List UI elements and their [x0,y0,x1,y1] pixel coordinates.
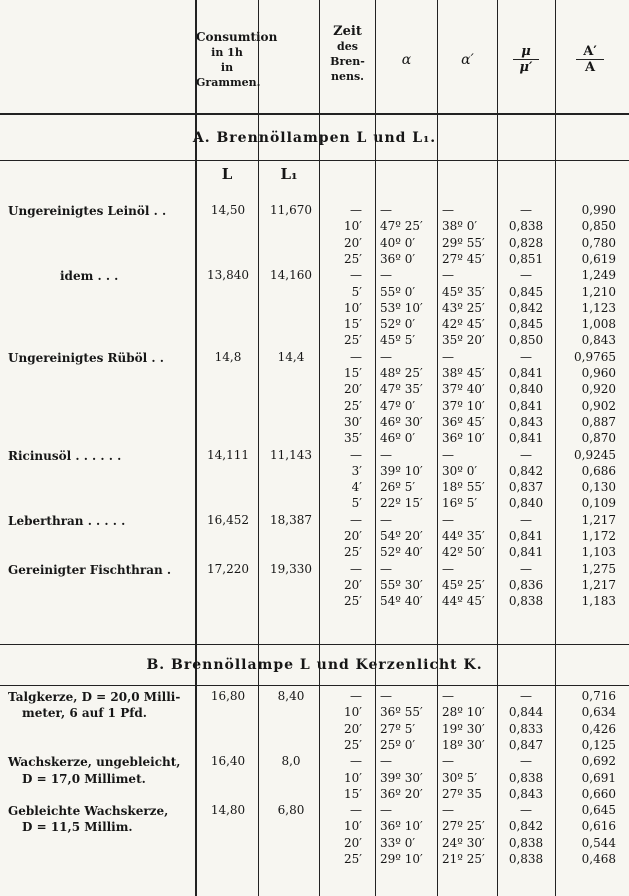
header-mu-numerator: μ [513,44,539,60]
consumption-l1-value: 8,40 [277,689,305,703]
alpha-prime-value: 18º 30′ [442,737,485,752]
consumption-l1-value: 14,4 [277,349,305,364]
time-value: 15′ [344,786,362,801]
mu-ratio-value: 0,844 [508,705,544,720]
mu-ratio-value: — [520,268,532,283]
header-zeit-line: des [337,40,358,53]
mu-ratio-value: — [520,203,532,217]
time-value: 5′ [351,284,362,299]
alpha-value: — [380,447,392,462]
time-value: — [350,447,362,462]
light-ratio-value: 0,887 [581,414,616,429]
light-ratio-value: 0,616 [581,819,616,834]
time-value: 25′ [344,737,362,752]
mu-ratio-value: 0,842 [508,463,544,478]
time-value: — [350,689,362,703]
time-value: 20′ [344,721,362,736]
mu-ratio-value: 0,838 [508,219,544,234]
alpha-value: 26º 5′ [380,480,416,495]
time-value: 20′ [344,529,362,543]
time-value: 20′ [344,382,362,397]
mu-ratio-value: 0,838 [508,594,544,609]
header-mu-ratio [513,44,539,75]
time-value: 10′ [344,300,362,315]
header-mu-denominator: μ′ [519,60,533,75]
consumption-l-value: 13,840 [207,268,249,283]
alpha-prime-value: 37º 10′ [442,398,485,413]
light-ratio-value: 0,990 [581,203,616,217]
mu-ratio-value: 0,840 [508,382,544,397]
entry-label: idem . . . [60,269,119,284]
alpha-prime-value: 28º 10′ [442,705,485,720]
mu-ratio-value: 0,841 [508,545,544,560]
mu-ratio-value: 0,851 [508,251,544,266]
alpha-value: 55º 30′ [380,577,423,592]
consumption-l-value: 14,50 [210,203,246,217]
alpha-value: — [380,754,392,769]
header-alpha: α [401,52,412,68]
mu-ratio-value: 0,847 [508,737,544,752]
consumption-l-value: 16,80 [210,689,246,703]
alpha-value: 36º 20′ [380,786,423,801]
alpha-prime-value: 38º 0′ [442,219,478,234]
time-value: — [350,754,362,769]
time-value: 25′ [344,333,362,348]
alpha-prime-value: — [442,803,454,818]
mu-ratio-value: 0,838 [508,835,544,850]
alpha-prime-value: — [442,689,454,703]
alpha-prime-value: 38º 45′ [442,366,485,380]
alpha-value: 36º 10′ [380,819,423,834]
alpha-prime-value: 36º 45′ [442,414,485,429]
section-rule [0,644,629,645]
alpha-value: 54º 20′ [380,529,423,543]
header-consumption-line: Consumtion [196,30,278,44]
mu-ratio-value: 0,838 [508,770,544,785]
alpha-value: 29º 10′ [380,852,423,866]
mu-ratio-value: 0,841 [508,366,544,380]
light-ratio-value: 0,468 [581,852,616,866]
consumption-l-value: 14,8 [214,349,242,364]
mu-ratio-value: — [520,689,532,703]
alpha-value: 47º 25′ [380,219,423,234]
time-value: 4′ [351,480,362,495]
mu-ratio-value: 0,843 [508,414,544,429]
alpha-prime-value: 43º 25′ [442,300,485,315]
time-value: 3′ [351,463,362,478]
light-ratio-value: 0,9245 [574,447,616,462]
mu-ratio-value: 0,841 [508,529,544,543]
time-value: 10′ [344,770,362,785]
light-ratio-value: 0,843 [581,333,616,348]
alpha-value: 52º 0′ [380,317,416,332]
mu-ratio-value: 0,837 [508,480,544,495]
light-ratio-value: 0,634 [581,705,616,720]
alpha-value: 22º 15′ [380,496,423,511]
time-value: 10′ [344,705,362,720]
light-ratio-value: 1,275 [581,561,616,576]
mu-ratio-value: — [520,512,532,527]
entry-label: Ungereinigtes Leinöl . . [8,204,167,218]
light-ratio-value: 0,686 [581,463,616,478]
alpha-value: — [380,268,392,283]
light-ratio-value: 0,902 [581,398,616,413]
alpha-value: 36º 55′ [380,705,423,720]
entry-label: Gebleichte Wachskerze, [8,804,169,819]
alpha-value: 39º 30′ [380,770,423,785]
consumption-l1-value: 11,670 [270,203,312,217]
section-a-title: A. Brennöllampen L und L₁. [192,130,437,146]
alpha-prime-value: 29º 55′ [442,235,485,250]
section-rule [0,685,629,686]
alpha-value: 45º 5′ [380,333,416,348]
alpha-prime-value: 27º 25′ [442,819,485,834]
time-value: 20′ [344,577,362,592]
time-value: 25′ [344,594,362,609]
time-value: 20′ [344,835,362,850]
header-a-numerator: A′ [576,44,604,60]
alpha-prime-value: 16º 5′ [442,496,478,511]
consumption-l1-value: 6,80 [277,803,305,818]
time-value: 10′ [344,819,362,834]
light-ratio-value: 0,692 [581,754,616,769]
time-value: 5′ [351,496,362,511]
time-value: 25′ [344,852,362,866]
alpha-prime-value: 19º 30′ [442,721,485,736]
alpha-value: — [380,561,392,576]
light-ratio-value: 0,870 [581,431,616,446]
time-value: 25′ [344,251,362,266]
time-value: — [350,803,362,818]
alpha-value: 48º 25′ [380,366,423,380]
consumption-l-value: 16,452 [207,512,249,527]
entry-label: Ungereinigtes Rüböl . . [8,350,164,365]
alpha-value: 39º 10′ [380,463,423,478]
alpha-prime-value: 37º 40′ [442,382,485,397]
consumption-l1-value: 8,0 [281,754,301,769]
light-ratio-value: 0,691 [581,770,616,785]
alpha-value: 36º 0′ [380,251,416,266]
light-ratio-value: 0,780 [581,235,616,250]
light-ratio-value: 0,645 [581,803,616,818]
entry-label: Ricinusöl . . . . . . [8,448,122,463]
alpha-prime-value: 42º 45′ [442,317,485,332]
light-ratio-value: 0,920 [581,382,616,397]
column-l1-label: L₁ [280,165,298,183]
light-ratio-value: 0,716 [581,689,616,703]
light-ratio-value: 1,249 [581,268,616,283]
mu-ratio-value: 0,845 [508,317,544,332]
alpha-value: 47º 35′ [380,382,423,397]
light-ratio-value: 0,660 [581,786,616,801]
alpha-prime-value: 42º 50′ [442,545,485,560]
alpha-prime-value: — [442,512,454,527]
entry-label: Talgkerze, D = 20,0 Milli- [8,690,181,704]
time-value: — [350,349,362,364]
mu-ratio-value: 0,842 [508,300,544,315]
alpha-value: 27º 5′ [380,721,416,736]
time-value: 30′ [344,414,362,429]
alpha-value: — [380,512,392,527]
alpha-prime-value: 24º 30′ [442,835,485,850]
alpha-prime-value: 21º 25′ [442,852,485,866]
light-ratio-value: 0,426 [581,721,616,736]
time-value: 20′ [344,235,362,250]
alpha-value: 54º 40′ [380,594,423,609]
alpha-prime-value: — [442,754,454,769]
alpha-prime-value: 44º 35′ [442,529,485,543]
mu-ratio-value: — [520,754,532,769]
consumption-l1-value: 19,330 [270,561,312,576]
header-a-ratio [576,44,604,75]
alpha-value: 53º 10′ [380,300,423,315]
time-value: — [350,561,362,576]
alpha-value: 55º 0′ [380,284,416,299]
header-zeit [320,24,375,84]
alpha-prime-value: 30º 5′ [442,770,478,785]
light-ratio-value: 0,130 [581,480,616,495]
light-ratio-value: 0,9765 [574,349,616,364]
mu-ratio-value: — [520,447,532,462]
time-value: 25′ [344,398,362,413]
entry-label: D = 11,5 Millim. [22,820,133,835]
alpha-prime-value: — [442,349,454,364]
column-l-label: L [221,165,233,183]
mu-ratio-value: 0,850 [508,333,544,348]
alpha-prime-value: 30º 0′ [442,463,478,478]
alpha-value: 47º 0′ [380,398,416,413]
light-ratio-value: 0,619 [581,251,616,266]
consumption-l1-value: 11,143 [270,447,312,462]
light-ratio-value: 0,850 [581,219,616,234]
alpha-value: 25º 0′ [380,737,416,752]
consumption-l-value: 17,220 [207,561,249,576]
light-ratio-value: 0,109 [581,496,616,511]
header-rule [0,113,629,115]
alpha-prime-value: 45º 35′ [442,284,485,299]
alpha-value: — [380,349,392,364]
alpha-prime-value: 44º 45′ [442,594,485,609]
alpha-prime-value: 18º 55′ [442,480,485,495]
mu-ratio-value: 0,828 [508,235,544,250]
section-b-title: B. Brennöllampe L und Kerzenlicht K. [146,657,483,673]
mu-ratio-value: 0,838 [508,852,544,866]
alpha-value: — [380,203,392,217]
consumption-l1-value: 18,387 [270,512,312,527]
mu-ratio-value: 0,845 [508,284,544,299]
light-ratio-value: 1,217 [581,512,616,527]
time-value: 35′ [344,431,362,446]
alpha-prime-value: — [442,561,454,576]
consumption-l-value: 16,40 [210,754,246,769]
time-value: — [350,512,362,527]
entry-label: Wachskerze, ungebleicht, [8,755,181,770]
consumption-l-value: 14,111 [207,447,249,462]
mu-ratio-value: 0,841 [508,398,544,413]
light-ratio-value: 1,123 [581,300,616,315]
time-value: 15′ [344,366,362,380]
alpha-prime-value: 45º 25′ [442,577,485,592]
alpha-prime-value: 27º 35 [442,786,482,801]
mu-ratio-value: — [520,803,532,818]
header-zeit-line: Bren- [330,55,365,68]
section-rule [0,160,629,161]
consumption-l1-value: 14,160 [270,268,312,283]
time-value: 15′ [344,317,362,332]
mu-ratio-value: 0,841 [508,431,544,446]
header-consumption [196,30,278,90]
entry-label: Gereinigter Fischthran . [8,562,172,577]
light-ratio-value: 0,960 [581,366,616,380]
entry-label: meter, 6 auf 1 Pfd. [22,706,147,721]
time-value: 25′ [344,545,362,560]
alpha-prime-value: — [442,447,454,462]
alpha-value: 46º 30′ [380,414,423,429]
light-ratio-value: 1,103 [581,545,616,560]
mu-ratio-value: 0,833 [508,721,544,736]
time-value: — [350,203,362,217]
alpha-value: 40º 0′ [380,235,416,250]
mu-ratio-value: 0,840 [508,496,544,511]
alpha-prime-value: — [442,268,454,283]
header-consumption-line: in 1h [211,46,243,59]
light-ratio-value: 1,183 [581,594,616,609]
alpha-value: 33º 0′ [380,835,416,850]
alpha-value: 46º 0′ [380,431,416,446]
header-zeit-line: nens. [330,70,365,83]
consumption-l-value: 14,80 [210,803,246,818]
light-ratio-value: 1,008 [581,317,616,332]
mu-ratio-value: — [520,349,532,364]
alpha-prime-value: 27º 45′ [442,251,485,266]
header-consumption-line: in Grammen. [196,61,261,89]
alpha-prime-value: 35º 20′ [442,333,485,348]
time-value: 10′ [344,219,362,234]
mu-ratio-value: 0,836 [508,577,544,592]
mu-ratio-value: — [520,561,532,576]
alpha-value: — [380,803,392,818]
header-alpha-prime: α′ [461,52,474,68]
light-ratio-value: 1,172 [581,529,616,543]
light-ratio-value: 0,544 [581,835,616,850]
entry-label: Leberthran . . . . . [8,513,126,528]
header-a-denominator: A [584,60,596,75]
header-zeit-line: Zeit [333,24,362,39]
entry-label: D = 17,0 Millimet. [22,771,146,786]
mu-ratio-value: 0,843 [508,786,544,801]
light-ratio-value: 1,210 [581,284,616,299]
time-value: — [350,268,362,283]
alpha-value: 52º 40′ [380,545,423,560]
alpha-value: — [380,689,392,703]
light-ratio-value: 1,217 [581,577,616,592]
alpha-prime-value: 36º 10′ [442,431,485,446]
light-ratio-value: 0,125 [581,737,616,752]
alpha-prime-value: — [442,203,454,217]
mu-ratio-value: 0,842 [508,819,544,834]
